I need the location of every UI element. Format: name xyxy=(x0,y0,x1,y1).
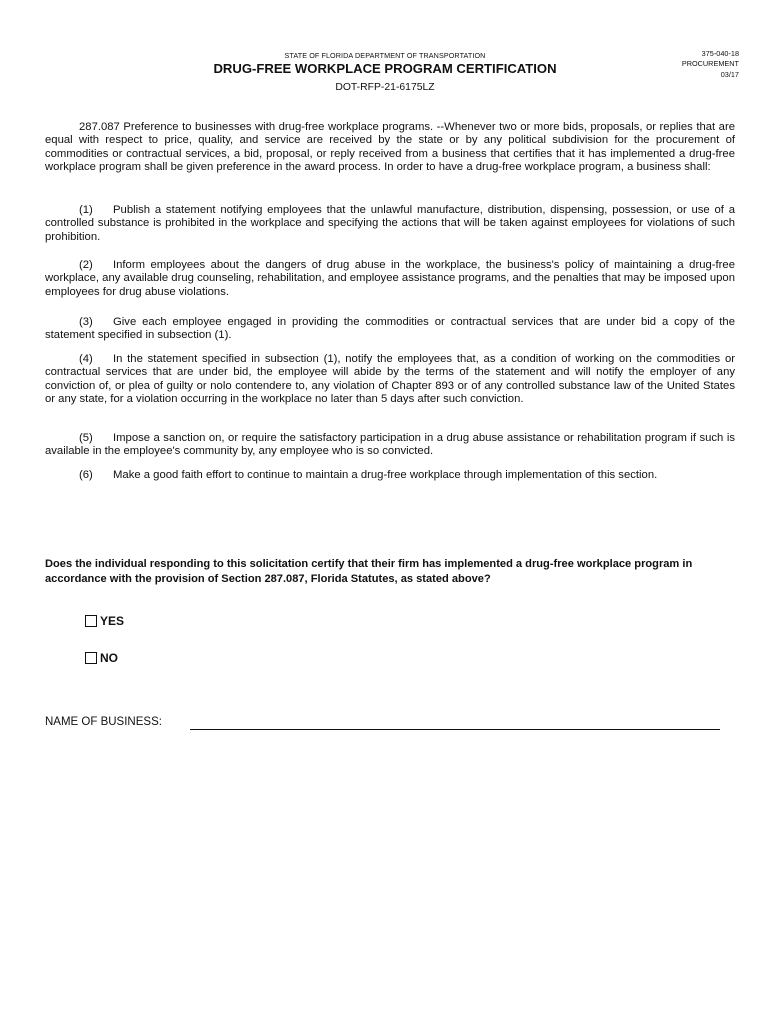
item-text: Inform employees about the dangers of drug abuse in the workplace, the business's policy of maintaining a drug-free workplace, any available drug counseling, rehabilitation, and employee assistance programs, and the penalties that may be imposed upon employees for drug abuse violations. xyxy=(45,259,735,298)
item-number: (3) xyxy=(79,316,93,328)
no-checkbox[interactable] xyxy=(85,652,97,664)
statute-item-2 xyxy=(45,259,735,299)
no-option[interactable] xyxy=(85,651,118,665)
solicitation-number: DOT-RFP-21-6175LZ xyxy=(335,82,435,93)
yes-checkbox[interactable] xyxy=(85,615,97,627)
document-title: DRUG-FREE WORKPLACE PROGRAM CERTIFICATION xyxy=(213,61,557,76)
name-of-business-field[interactable] xyxy=(190,729,720,730)
item-text: Impose a sanction on, or require the satisfactory participation in a drug abuse assistance or rehabilitation program if such is available in the employee's community by, any employee who is so convicted. xyxy=(45,432,735,458)
item-number: (5) xyxy=(79,432,93,444)
item-text: Give each employee engaged in providing the commodities or contractual services that are under bid a copy of the statement specified in subsection (1). xyxy=(45,316,735,342)
item-number: (6) xyxy=(79,469,93,481)
form-category: PROCUREMENT xyxy=(681,59,739,69)
item-text: In the statement specified in subsection (1), notify the employees that, as a condition of working on the commodities or contractual services that are under bid, the employee will abide by the terms of the statement and will notify the employer of any conviction of, or plea of guilty or nolo contendere to, any violation of Chapter 893 or of any controlled substance law of the United States or any state, for a violation occurring in the workplace no later than 5 days after such conviction. xyxy=(45,353,735,405)
item-number: (4) xyxy=(79,353,93,365)
agency-name: STATE OF FLORIDA DEPARTMENT OF TRANSPORTATION xyxy=(284,51,486,60)
item-number: (1) xyxy=(79,204,93,216)
statute-intro: 287.087 Preference to businesses with drug-free workplace programs. --Whenever two or more bids, proposals, or replies that are equal with respect to price, quality, and service are received by the state or by any political subdivision for the procurement of commodities or contractual services, a bid, proposal, or reply received from a business that certifies that it has implemented a drug-free workplace program shall be given preference in the award process. In order to have a drug-free workplace program, a business shall: xyxy=(45,121,735,173)
statute-item-4 xyxy=(45,353,735,406)
form-number: 375-040-18 xyxy=(701,49,739,58)
item-text: Make a good faith effort to continue to maintain a drug-free workplace through implementation of this section. xyxy=(113,469,658,481)
statute-item-5 xyxy=(45,432,735,459)
item-number: (2) xyxy=(79,259,93,271)
name-of-business-label: NAME OF BUSINESS: xyxy=(45,716,162,728)
form-revision: 03/17 xyxy=(720,69,739,79)
statute-item-6 xyxy=(45,469,735,482)
yes-option[interactable] xyxy=(85,614,124,628)
no-label: NO xyxy=(100,651,118,665)
yes-label: YES xyxy=(100,614,125,628)
statute-item-1 xyxy=(45,204,735,244)
item-text: Publish a statement notifying employees that the unlawful manufacture, distribution, dispensing, possession, or use of a controlled substance is prohibited in the workplace and specifying the actions that will be taken against employees for violations of such prohibition. xyxy=(45,204,735,243)
certification-question: Does the individual responding to this solicitation certify that their firm has implemented a drug-free workplace program in accordance with the provision of Section 287.087, Florida Statutes, as stated above? xyxy=(45,558,693,585)
statute-item-3 xyxy=(45,316,735,343)
